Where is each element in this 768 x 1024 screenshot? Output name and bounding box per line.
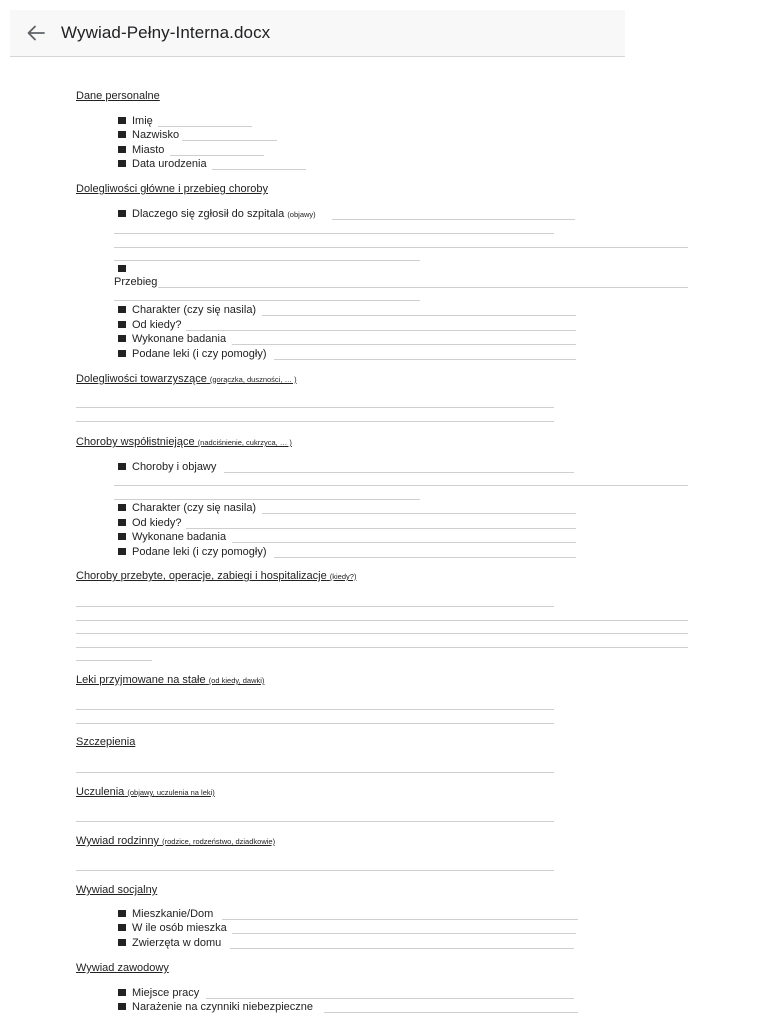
answer-line[interactable]: [212, 169, 306, 170]
list-item: Charakter (czy się nasila): [118, 304, 256, 317]
bullet-icon: [118, 265, 126, 272]
section-heading-past-illnesses: Choroby przebyte, operacje, zabiegi i hospitalizacje (kiedy?): [76, 570, 357, 582]
section-heading-vaccinations: Szczepienia: [76, 736, 136, 748]
answer-line[interactable]: [182, 140, 277, 141]
list-item: Narażenie na czynniki niebezpieczne: [118, 1001, 313, 1014]
answer-line[interactable]: [274, 359, 576, 360]
answer-line[interactable]: [114, 485, 688, 486]
answer-line[interactable]: [76, 620, 688, 621]
answer-line[interactable]: [76, 709, 554, 710]
bullet-icon: [118, 989, 126, 996]
answer-line[interactable]: [232, 344, 576, 345]
bullet-icon: [118, 519, 126, 526]
answer-line[interactable]: [262, 513, 576, 514]
section-heading-social-history: Wywiad socjalny: [76, 884, 158, 896]
answer-line[interactable]: [186, 330, 576, 331]
bullet-icon: [118, 504, 126, 511]
bullet-icon: [118, 924, 126, 931]
bullet-icon: [118, 533, 126, 540]
answer-line[interactable]: [114, 233, 554, 234]
bullet-icon: [118, 146, 126, 153]
answer-line[interactable]: [76, 821, 554, 822]
bullet-icon: [118, 939, 126, 946]
answer-line[interactable]: [114, 300, 420, 301]
section-heading-main-complaints: Dolegliwości główne i przebieg choroby: [76, 183, 268, 195]
section-heading-accompanying-complaints: Dolegliwości towarzyszące (gorączka, duszności, … ): [76, 373, 297, 385]
list-item: Data urodzenia: [118, 158, 207, 171]
answer-line[interactable]: [76, 633, 688, 634]
section-heading-comorbidities: Choroby współistniejące (nadciśnienie, cukrzyca, … ): [76, 436, 292, 448]
document-title: Wywiad-Pełny-Interna.docx: [61, 23, 271, 42]
list-item: Od kiedy?: [118, 319, 182, 332]
answer-line[interactable]: [262, 315, 576, 316]
answer-line[interactable]: [76, 407, 554, 408]
answer-line[interactable]: [332, 219, 575, 220]
list-item: Choroby i objawy: [118, 461, 216, 474]
section-heading-regular-medications: Leki przyjmowane na stałe (od kiedy, dawki): [76, 674, 265, 686]
answer-line[interactable]: [114, 260, 420, 261]
section-heading-personal-data: Dane personalne: [76, 90, 160, 102]
section-heading-family-history: Wywiad rodzinny (rodzice, rodzeństwo, dziadkowie): [76, 835, 276, 847]
answer-line[interactable]: [114, 247, 688, 248]
list-item: Charakter (czy się nasila): [118, 502, 256, 515]
bullet-icon: [118, 210, 126, 217]
list-item: Miejsce pracy: [118, 987, 199, 1000]
answer-line[interactable]: [224, 472, 574, 473]
answer-line[interactable]: [158, 126, 252, 127]
list-item: Dlaczego się zgłosił do szpitala (objawy): [118, 208, 316, 221]
list-item: Podane leki (i czy pomogły): [118, 546, 267, 559]
answer-line[interactable]: [274, 557, 576, 558]
answer-line[interactable]: [232, 542, 576, 543]
list-item: Podane leki (i czy pomogły): [118, 348, 267, 361]
bullet-icon: [118, 335, 126, 342]
bullet-icon: [118, 463, 126, 470]
list-item: Imię: [118, 115, 153, 128]
answer-line[interactable]: [76, 421, 554, 422]
przebieg-label: Przebieg: [114, 276, 158, 288]
list-item: Wykonane badania: [118, 531, 226, 544]
answer-line[interactable]: [158, 287, 688, 288]
answer-line[interactable]: [76, 723, 554, 724]
bullet-icon: [118, 131, 126, 138]
list-item: [118, 263, 132, 276]
bullet-icon: [118, 160, 126, 167]
answer-line[interactable]: [324, 1012, 578, 1013]
list-item: Od kiedy?: [118, 517, 182, 530]
bullet-icon: [118, 321, 126, 328]
answer-line[interactable]: [230, 948, 574, 949]
answer-line[interactable]: [222, 919, 578, 920]
section-heading-occupational-history: Wywiad zawodowy: [76, 962, 169, 974]
bullet-icon: [118, 117, 126, 124]
answer-line[interactable]: [76, 772, 554, 773]
bullet-icon: [118, 306, 126, 313]
answer-line[interactable]: [76, 606, 554, 607]
answer-line[interactable]: [76, 870, 554, 871]
answer-line[interactable]: [186, 528, 576, 529]
list-item: Zwierzęta w domu: [118, 937, 221, 950]
section-heading-allergies: Uczulenia (objawy, uczulenia na leki): [76, 786, 215, 798]
list-item: Miasto: [118, 144, 164, 157]
bullet-icon: [118, 1003, 126, 1010]
list-item: W ile osób mieszka: [118, 922, 227, 935]
list-item: Wykonane badania: [118, 333, 226, 346]
bullet-icon: [118, 350, 126, 357]
bullet-icon: [118, 548, 126, 555]
list-item: Nazwisko: [118, 129, 179, 142]
answer-line[interactable]: [170, 155, 264, 156]
answer-line[interactable]: [232, 933, 576, 934]
list-item: Mieszkanie/Dom: [118, 908, 213, 921]
answer-line[interactable]: [206, 998, 574, 999]
answer-line[interactable]: [76, 647, 688, 648]
bullet-icon: [118, 910, 126, 917]
answer-line[interactable]: [76, 660, 152, 661]
answer-line[interactable]: [114, 499, 420, 500]
